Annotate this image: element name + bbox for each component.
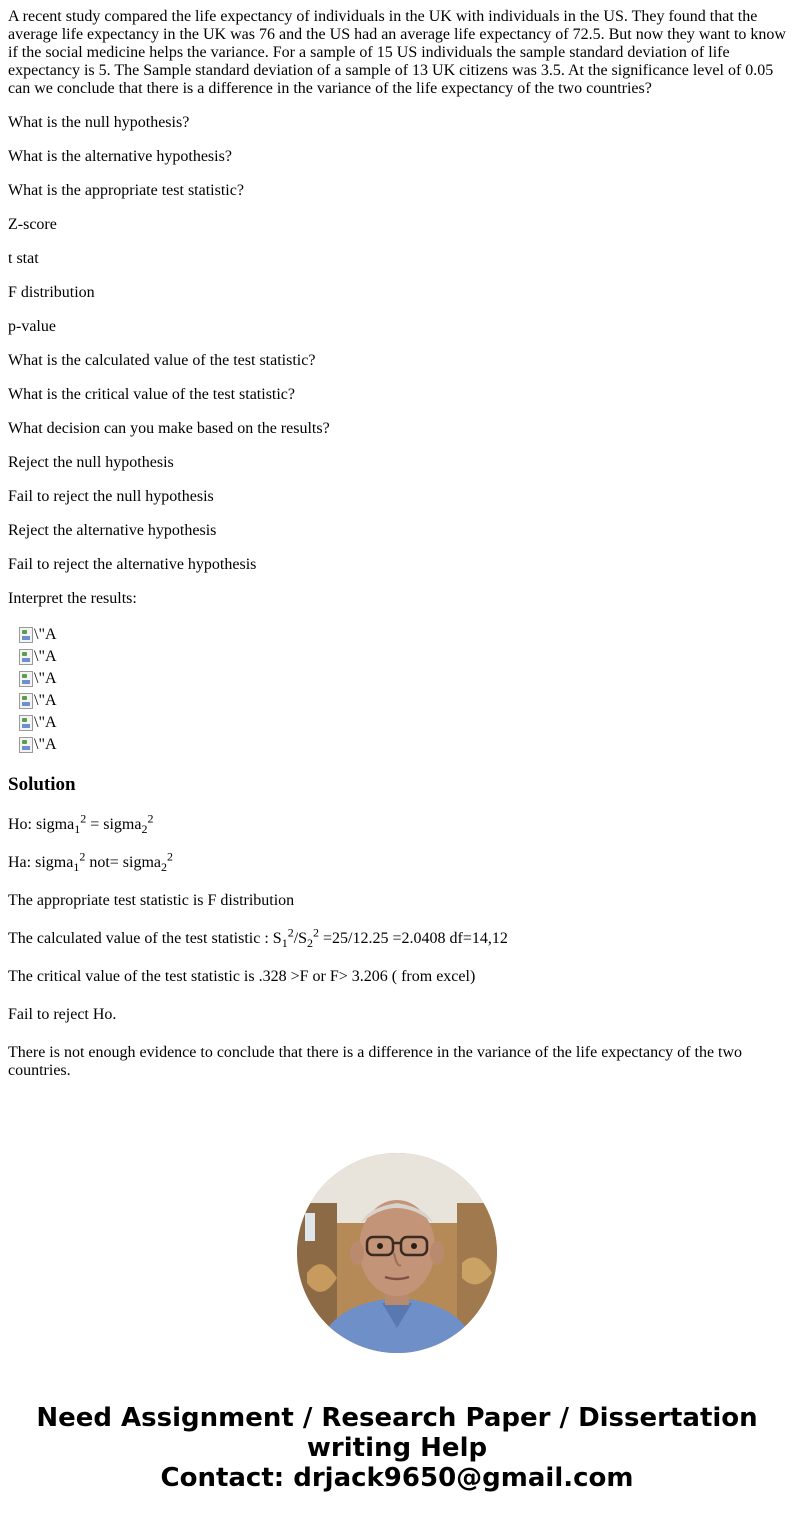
option-t-stat: t stat: [8, 250, 39, 267]
author-avatar: [297, 1153, 497, 1353]
image-alt-text: \"A: [34, 626, 57, 643]
question-critical-value: What is the critical value of the test statistic?: [8, 386, 296, 403]
question-decision: What decision can you make based on the results?: [8, 420, 330, 437]
footer-help-text: Need Assignment / Research Paper / Dissertation writing Help: [36, 1403, 758, 1463]
solution-interpretation: There is not enough evidence to conclude that there is a difference in the variance of the life expectancy of the two countries.: [8, 1044, 743, 1079]
solution-section: [8, 774, 786, 1080]
broken-image-icon: [19, 693, 33, 709]
broken-image-item: [19, 646, 786, 668]
solution-null-hypothesis: Ho: sigma$_1^2$ = sigma$_2^2$: [8, 811, 154, 837]
image-alt-text: \"A: [34, 736, 57, 753]
question-calculated-value: What is the calculated value of the test statistic?: [8, 352, 316, 369]
broken-image-item: [19, 668, 786, 690]
footer-promo: [0, 1403, 794, 1493]
image-alt-text: \"A: [34, 692, 57, 709]
broken-image-item: [19, 624, 786, 646]
broken-image-item: [19, 690, 786, 712]
option-reject-alternative: Reject the alternative hypothesis: [8, 522, 217, 539]
option-fail-reject-null: Fail to reject the null hypothesis: [8, 488, 214, 505]
solution-critical-value: The critical value of the test statistic is .328 >F or F> 3.206 ( from excel): [8, 968, 476, 985]
image-alt-text: \"A: [34, 670, 57, 687]
solution-calculated-value: The calculated value of the test statistic : $S_1^2/S_2^2 =25/12.25 =2.0408$ df=14,12: [8, 925, 508, 951]
solution-alternative-hypothesis: Ha: sigma$_1^2$ not= sigma$_2^2$: [8, 849, 174, 875]
question-null-hypothesis: What is the null hypothesis?: [8, 114, 190, 131]
option-f-distribution: F distribution: [8, 284, 95, 301]
solution-decision: Fail to reject Ho.: [8, 1006, 117, 1023]
footer-contact: Contact: drjack9650@gmail.com: [160, 1463, 634, 1493]
solution-heading: Solution: [8, 774, 76, 795]
option-p-value: p-value: [8, 318, 56, 335]
image-alt-text: \"A: [34, 648, 57, 665]
author-portrait-photo: [297, 1153, 497, 1353]
image-alt-text: \"A: [34, 714, 57, 731]
broken-image-icon: [19, 737, 33, 753]
broken-image-item: [19, 734, 786, 756]
question-test-statistic: What is the appropriate test statistic?: [8, 182, 244, 199]
broken-image-icon: [19, 649, 33, 665]
option-reject-null: Reject the null hypothesis: [8, 454, 174, 471]
solution-test-statistic: The appropriate test statistic is F distribution: [8, 892, 295, 909]
broken-image-icon: [19, 627, 33, 643]
question-intro: A recent study compared the life expectancy of individuals in the UK with individuals in the US. They found that the average life expectancy in the UK was 76 and the US had an average life expectancy of 72.5. But now they want to know if the social medicine helps the variance. For a sample of 15 US individuals the sample standard deviation of life expectancy is 5. The Sample standard deviation of a sample of 13 UK citizens was 3.5. At the significance level of 0.05 can we conclude that there is a difference in the variance of the life expectancy of the two countries?: [8, 8, 786, 97]
option-fail-reject-alternative: Fail to reject the alternative hypothesis: [8, 556, 257, 573]
broken-image-list: [8, 624, 786, 756]
option-z-score: Z-score: [8, 216, 57, 233]
broken-image-item: [19, 712, 786, 734]
broken-image-icon: [19, 715, 33, 731]
question-interpret: Interpret the results:: [8, 590, 137, 607]
question-alternative-hypothesis: What is the alternative hypothesis?: [8, 148, 232, 165]
broken-image-icon: [19, 671, 33, 687]
